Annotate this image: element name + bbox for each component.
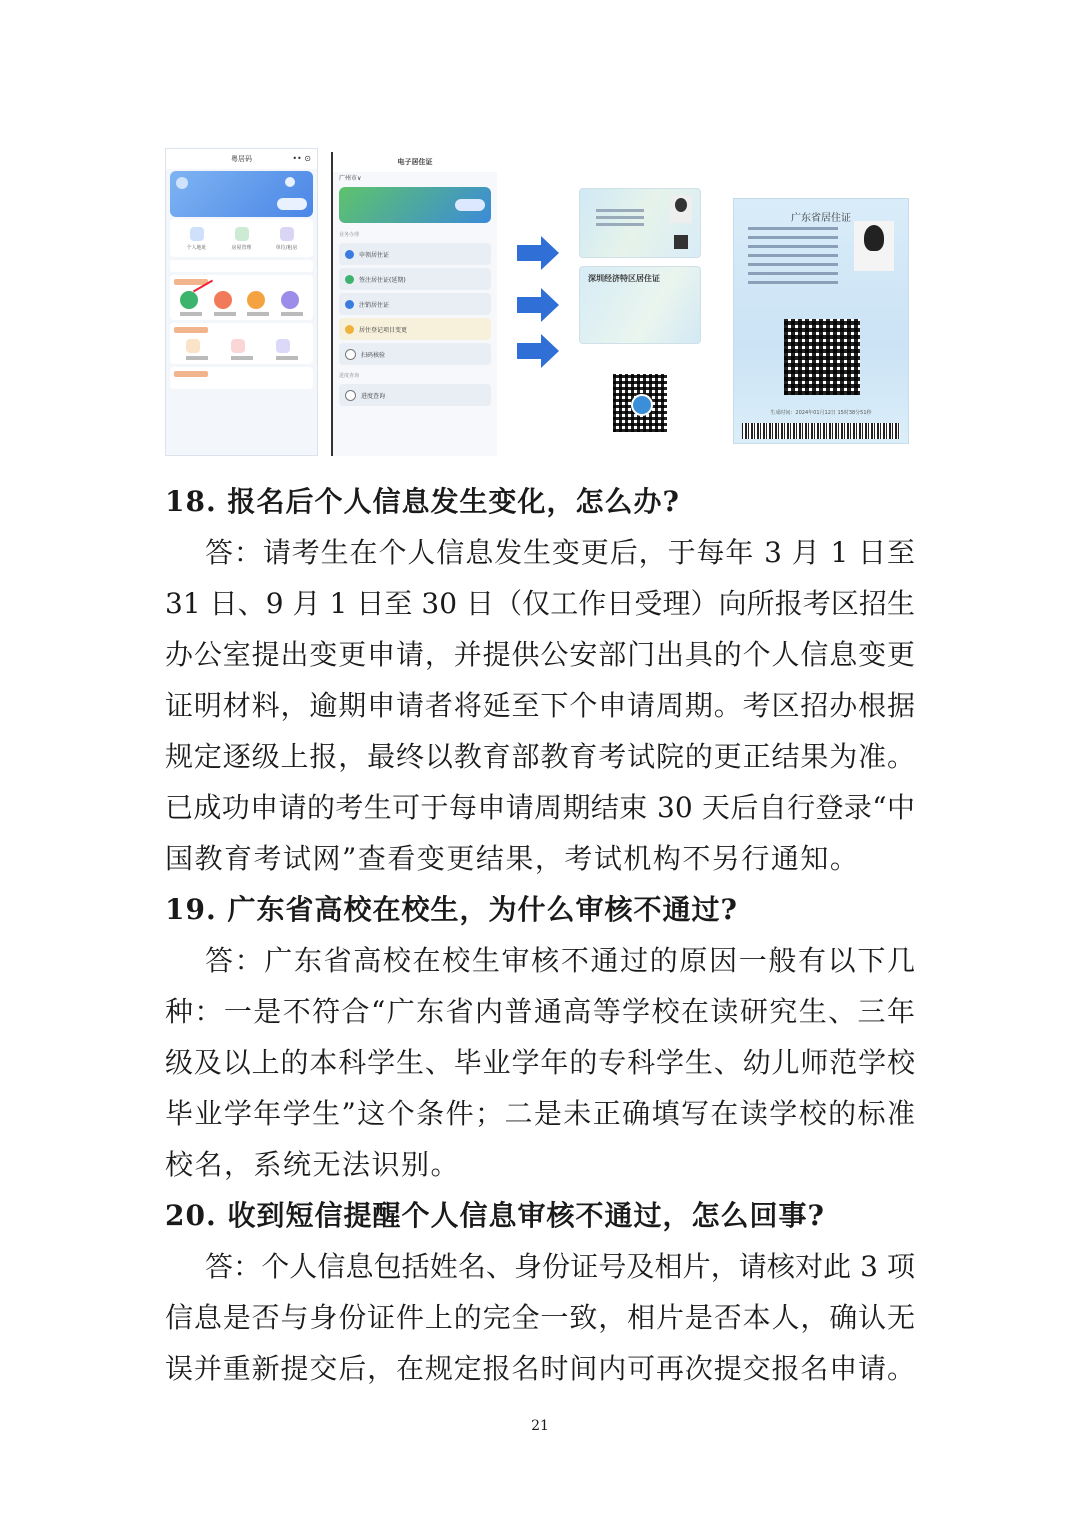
more-icon: •• ⊙ xyxy=(292,154,311,163)
answer-line: 种：一是不符合“广东省内普通高等学校在读研究生、三年 xyxy=(165,995,915,1028)
answer-line: 已成功申请的考生可于每申请周期结束 30 天后自行登录“中 xyxy=(165,791,915,824)
question-heading-18: 18. 报名后个人信息发生变化，怎么办? xyxy=(165,485,680,518)
card-title: 广东省居住证 xyxy=(791,213,851,224)
residence-permit-figure xyxy=(165,148,915,456)
answer-line: 国教育考试网”查看变更结果，考试机构不另行通知。 xyxy=(165,842,860,875)
app-title-bar xyxy=(333,152,497,172)
quick-link: 房屋管理 xyxy=(227,227,257,251)
menu-item: 扫码核验 xyxy=(339,343,491,365)
app-screenshot-yuejuma xyxy=(165,148,318,456)
menu-item: 签注居住证(延期) xyxy=(339,268,491,290)
portrait-photo xyxy=(670,195,692,223)
answer-line: 办公室提出变更申请，并提供公安部门出具的个人信息变更 xyxy=(165,638,915,671)
qr-code-icon xyxy=(613,374,667,432)
answer-line: 答：请考生在个人信息发生变更后，于每年 3 月 1 日至 xyxy=(205,536,915,569)
answer-line: 31 日、9 月 1 日至 30 日（仅工作日受理）向所报考区招生 xyxy=(165,587,915,620)
city-selector: 广州市∨ xyxy=(339,175,362,182)
section-label: 进度查询 xyxy=(339,373,360,379)
app-title: 粤居码 xyxy=(231,155,252,163)
menu-item: 进度查询 xyxy=(339,384,491,406)
section-label: 业务办理 xyxy=(339,232,360,238)
answer-line: 规定逐级上报，最终以教育部教育考试院的更正结果为准。 xyxy=(165,740,915,773)
answer-line: 误并重新提交后，在规定报名时间内可再次提交报名申请。 xyxy=(165,1352,915,1385)
question-heading-19: 19. 广东省高校在校生，为什么审核不通过? xyxy=(165,893,738,926)
answer-line: 校名，系统无法识别。 xyxy=(165,1148,461,1181)
answer-line: 级及以上的本科学生、毕业学年的专科学生、幼儿师范学校 xyxy=(165,1046,915,1079)
guangdong-residence-permit xyxy=(733,198,909,444)
app-title-bar xyxy=(166,149,317,169)
answer-line: 答：个人信息包括姓名、身份证号及相片，请核对此 3 项 xyxy=(205,1250,915,1283)
question-heading-20: 20. 收到短信提醒个人信息审核不通过，怎么回事? xyxy=(165,1199,825,1232)
service-section xyxy=(170,323,313,364)
qr-code-icon xyxy=(784,319,860,395)
notice-bar xyxy=(170,260,313,272)
right-arrow-icon xyxy=(517,288,559,322)
right-arrow-icon xyxy=(517,334,559,368)
menu-item: 居住登记项目变更 xyxy=(339,318,491,340)
card-title: 深圳经济特区居住证 xyxy=(588,273,660,283)
shenzhen-residence-card xyxy=(579,266,701,344)
section-header xyxy=(174,327,208,333)
quick-link: 个人地址 xyxy=(182,227,212,251)
app-screenshot-e-residence xyxy=(331,152,497,456)
answer-line: 答：广东省高校在校生审核不通过的原因一般有以下几 xyxy=(205,944,915,977)
section-header xyxy=(174,371,208,377)
right-arrow-icon xyxy=(517,236,559,270)
generated-time: 生成时间：2024年01月12日 15时38分51秒 xyxy=(770,410,872,416)
bell-icon xyxy=(285,177,295,187)
service-section xyxy=(170,367,313,389)
app-title: 电子居住证 xyxy=(397,158,433,166)
quick-link: 单位/租房 xyxy=(272,227,302,251)
banner-button xyxy=(277,198,307,210)
residence-card-front xyxy=(579,188,701,258)
barcode-icon xyxy=(742,423,900,439)
qr-code-icon xyxy=(674,235,688,249)
answer-line: 证明材料，逾期申请者将延至下个申请周期。考区招办根据 xyxy=(165,689,915,722)
portrait-photo xyxy=(854,221,894,271)
page-number: 21 xyxy=(531,1418,549,1434)
permit-card xyxy=(339,187,491,223)
service-section xyxy=(170,275,313,320)
quick-links xyxy=(170,219,313,257)
menu-item: 注销居住证 xyxy=(339,293,491,315)
app-banner xyxy=(170,171,313,217)
menu-item: 申领居住证 xyxy=(339,243,491,265)
answer-line: 信息是否与身份证件上的完全一致，相片是否本人，确认无 xyxy=(165,1301,915,1334)
answer-line: 毕业学年学生”这个条件；二是未正确填写在读学校的标准 xyxy=(165,1097,915,1130)
user-avatar-icon xyxy=(176,177,188,189)
